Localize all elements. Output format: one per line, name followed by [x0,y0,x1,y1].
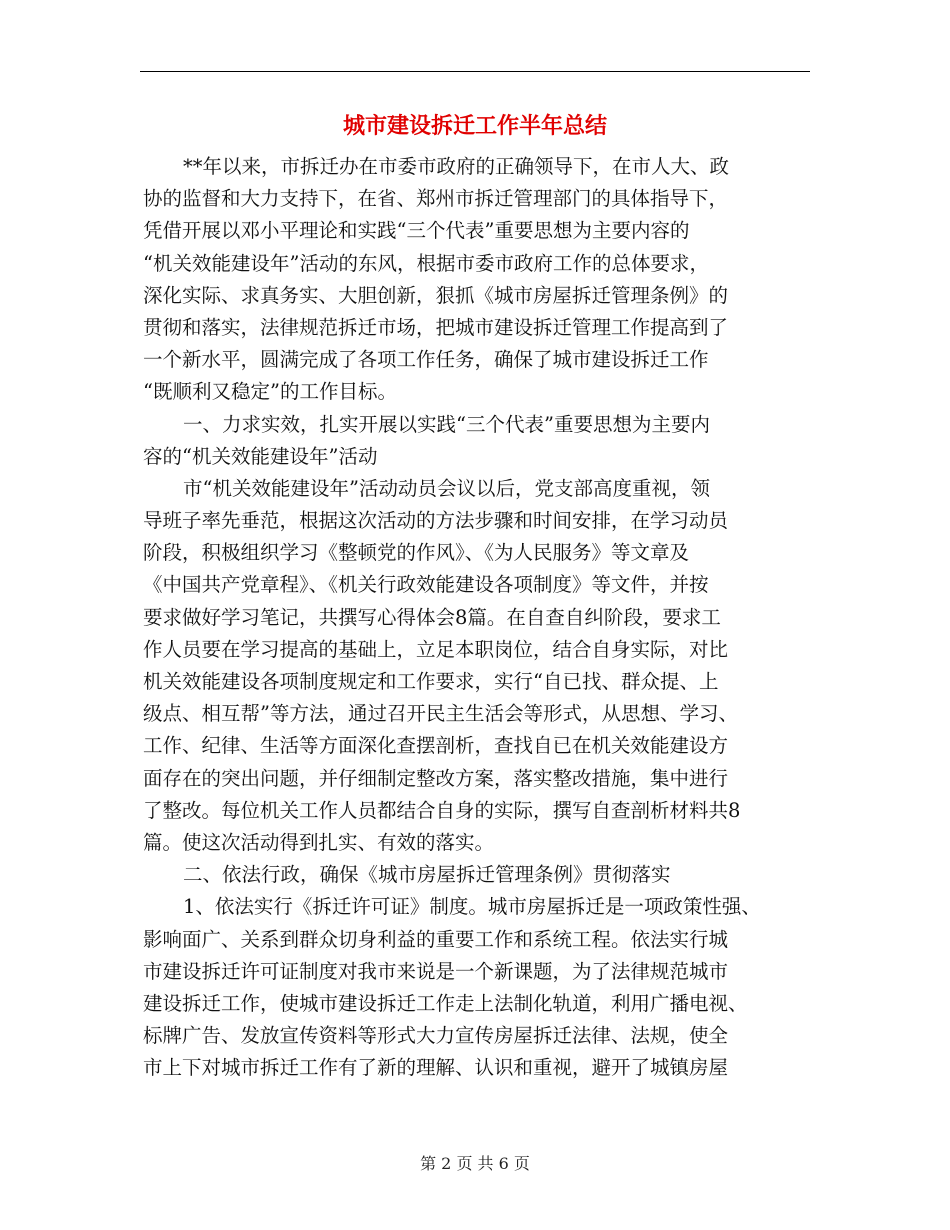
header-rule [140,71,810,72]
text-line: 容的“机关效能建设年”活动 [143,444,378,468]
text-line: **年以来，市拆迁办在市委市政府的正确领导下，在市人大、政 [183,155,730,178]
text-line: 1、依法实行《拆迁许可证》制度。城市房屋拆迁是一项政策性强、 [183,895,761,919]
text-line: 阶段，积极组织学习《整顿党的作风》、《为人民服务》等文章及 [143,541,690,565]
text-line: 二、依法行政，确保《城市房屋拆迁管理条例》贯彻落实 [183,863,671,887]
text-line: 贯彻和落实，法律规范拆迁市场，把城市建设拆迁管理工作提高到了 [143,315,729,339]
text-line: 标牌广告、发放宣传资料等形式大力宣传房屋拆迁法律、法规，使全 [143,1024,729,1048]
text-line: 市“机关效能建设年”活动动员会议以后，党支部高度重视，领 [183,476,710,500]
text-line: 导班子率先垂范，根据这次活动的方法步骤和时间安排，在学习动员 [143,509,729,533]
text-line: 《中国共产党章程》、《机关行政效能建设各项制度》等文件，并按 [143,573,709,597]
text-line: 工作、纪律、生活等方面深化查摆剖析，查找自已在机关效能建设方 [143,734,729,758]
text-line: 一个新水平，圆满完成了各项工作任务，确保了城市建设拆迁工作 [143,348,709,372]
text-line: 协的监督和大力支持下，在省、郑州市拆迁管理部门的具体指导下， [143,187,729,211]
text-line: “机关效能建设年”活动的东风，根据市委市政府工作的总体要求， [143,251,709,275]
text-line: 面存在的突出问题，并仔细制定整改方案，落实整改措施，集中进行 [143,766,729,790]
text-line: 级点、相互帮”等方法，通过召开民主生活会等形式，从思想、学习、 [143,702,738,726]
text-line: 机关效能建设各项制度规定和工作要求，实行“自已找、群众提、上 [143,670,719,693]
text-line: 凭借开展以邓小平理论和实践“三个代表”重要思想为主要内容的 [143,219,690,243]
document-body [143,151,823,1084]
text-line: 影响面广、关系到群众切身利益的重要工作和系统工程。依法实行城 [143,927,729,951]
text-line: 深化实际、求真务实、大胆创新，狠抓《城市房屋拆迁管理条例》的 [143,283,729,307]
page-number: 第 2 页 共 6 页 [420,1154,530,1173]
document-title: 城市建设拆迁工作半年总结 [342,113,607,139]
text-line: 要求做好学习笔记，共撰写心得体会8篇。在自查自纠阶段，要求工 [143,605,721,629]
text-line: 市建设拆迁许可证制度对我市来说是一个新课题，为了法律规范城市 [143,959,729,983]
text-line: 篇。使这次活动得到扎实、有效的落实。 [143,830,495,854]
text-line: 一、力求实效，扎实开展以实践“三个代表”重要思想为主要内 [183,412,710,436]
text-line: 了整改。每位机关工作人员都结合自身的实际，撰写自查剖析材料共8 [143,798,741,822]
text-line: “既顺利又稳定”的工作目标。 [143,380,397,404]
text-line: 作人员要在学习提高的基础上，立足本职岗位，结合自身实际，对比 [143,637,729,661]
text-line: 市上下对城市拆迁工作有了新的理解、认识和重视，避开了城镇房屋 [143,1056,729,1080]
text-line: 建设拆迁工作，使城市建设拆迁工作走上法制化轨道，利用广播电视、 [143,991,748,1015]
